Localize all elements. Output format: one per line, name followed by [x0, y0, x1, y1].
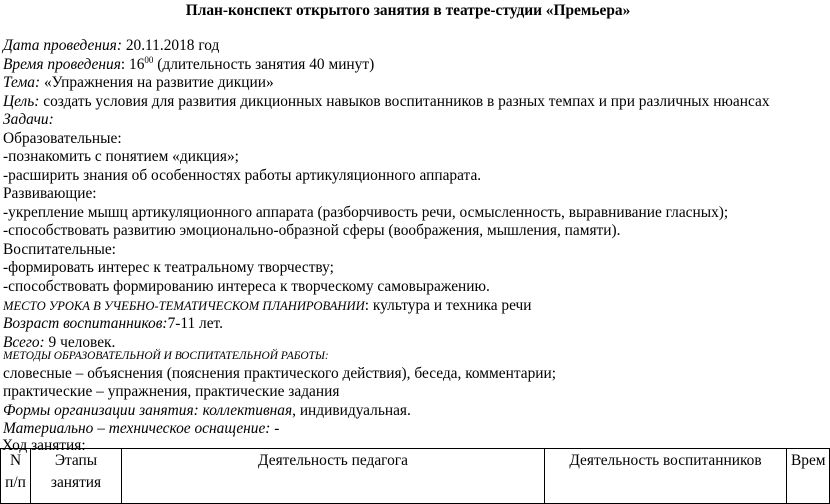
- methods-verbal: словесные – объяснения (пояснения практического действия), беседа, комментарии;: [3, 365, 557, 382]
- table-header-row: [1, 449, 830, 504]
- time-hour: : 16: [120, 56, 145, 73]
- forms-individual: , индивидуальная.: [292, 402, 411, 419]
- upbringing-item: -формировать интерес к театральному творчеству;: [3, 259, 334, 276]
- date-value: 20.11.2018 год: [121, 37, 220, 54]
- educational-label: Образовательные:: [3, 130, 122, 147]
- goal-value: создать условия для развития дикционных навыков воспитанников в разных темпах и при различных нюансах: [39, 93, 770, 110]
- age-line: [3, 315, 223, 333]
- methods-label: МЕТОДЫ ОБРАЗОВАТЕЛЬНОЙ И ВОСПИТАТЕЛЬНОЙ РАБОТЫ:: [3, 350, 329, 362]
- upbringing-label: Воспитательные:: [3, 241, 116, 258]
- forms-collective: коллективная: [198, 402, 293, 419]
- time-minutes: 00: [144, 55, 154, 65]
- header-number: N п/п: [1, 449, 31, 504]
- age-label: Возраст воспитанников:: [3, 315, 168, 332]
- total-value: 9 человек.: [44, 334, 116, 351]
- header-student-activity: Деятельность воспитанников: [545, 449, 787, 504]
- goal-label: Цель:: [3, 93, 40, 110]
- developing-item: -способствовать развитию эмоционально-образной сферы (воображения, мышления, памяти).: [3, 222, 621, 239]
- lesson-plan-table: [0, 448, 830, 504]
- theme-value: «Упражнения на развитие дикции»: [40, 74, 274, 91]
- header-time: Врем: [787, 449, 830, 504]
- goal-line: [3, 93, 770, 111]
- tasks-label: Задачи:: [3, 111, 54, 128]
- theme-label: Тема:: [3, 74, 41, 91]
- course-label: Ход занятия:: [2, 437, 86, 454]
- header-teacher-activity: Деятельность педагога: [122, 449, 545, 504]
- time-line: [3, 56, 374, 74]
- theme-line: [3, 74, 274, 92]
- lesson-place-label: МЕСТО УРОКА В УЧЕБНО-ТЕМАТИЧЕСКОМ ПЛАНИРОВАНИИ: [3, 299, 365, 313]
- methods-practical: практические – упражнения, практические задания: [3, 383, 340, 400]
- forms-line: [3, 402, 411, 420]
- total-label: Всего:: [3, 334, 45, 351]
- time-label: Время проведения: [3, 56, 121, 73]
- upbringing-item: -способствовать формированию интереса к творческому самовыражению.: [3, 278, 490, 295]
- developing-label: Развивающие:: [3, 185, 97, 202]
- date-label: Дата проведения:: [3, 37, 122, 54]
- document-title: План-конспект открытого занятия в театре-студии «Премьера»: [185, 2, 631, 19]
- lesson-place-value: : культура и техника речи: [364, 297, 532, 314]
- lesson-place-line: [3, 297, 532, 315]
- age-value: 7-11 лет.: [167, 315, 223, 332]
- date-line: [3, 37, 219, 55]
- equipment-line: Материально – техническое оснащение: -: [3, 420, 280, 437]
- header-stages: Этапы занятия: [31, 449, 122, 504]
- developing-item: -укрепление мышц артикуляционного аппарата (разборчивость речи, осмысленность, выравнивание гласных);: [3, 204, 729, 221]
- educational-item: -познакомить с понятием «дикция»;: [3, 148, 239, 165]
- time-duration: (длительность занятия 40 минут): [153, 56, 375, 73]
- educational-item: -расширить знания об особенностях работы артикуляционного аппарата.: [3, 167, 482, 184]
- forms-label: Формы организации занятия:: [3, 402, 199, 419]
